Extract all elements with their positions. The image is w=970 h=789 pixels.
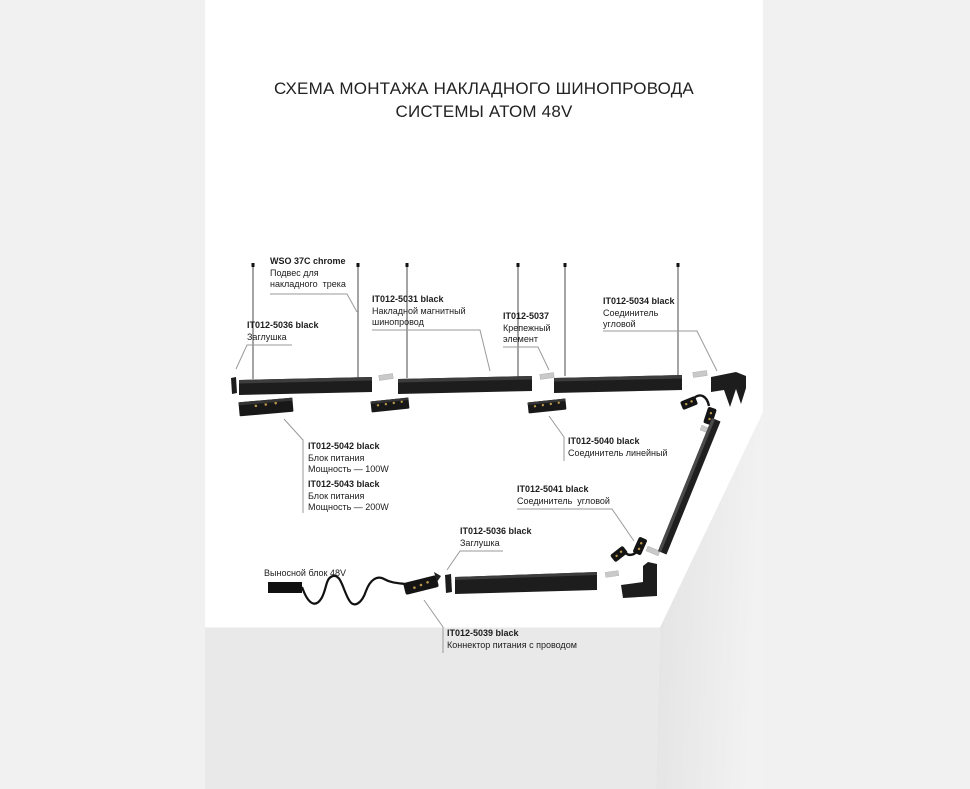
label-suspension-code: WSO 37C chrome [270,256,346,266]
power-connector [403,572,441,595]
label-endcap-bottom-line1: Заглушка [460,537,500,548]
label-psu-100-line2: Мощность — 100W [308,464,389,474]
page-title [205,77,763,123]
label-track-code: IT012-5031 black [372,294,444,304]
label-endcap-bottom [460,526,532,549]
label-power-connector-line1: Коннектор питания с проводом [447,639,577,650]
title-line-2: СИСТЕМЫ АТОМ 48V [395,102,573,121]
label-track-line2: шинопровод [372,317,424,327]
label-corner-wall-code: IT012-5041 black [517,484,589,494]
label-psu-200-line1: Блок питания [308,490,365,501]
ceiling-track-2 [398,376,532,394]
label-mount-code: IT012-5037 [503,311,550,321]
leader-endcap-top [236,345,292,369]
leader-track [372,330,490,371]
label-linear-connector [568,436,668,459]
title-line-1: СХЕМА МОНТАЖА НАКЛАДНОГО ШИНОПРОВОДА [274,79,694,98]
wall-plane [656,412,763,789]
label-corner-ceiling-line1: Соединитель [603,307,659,318]
label-linear-connector-code: IT012-5040 black [568,436,640,446]
label-power-connector [447,628,577,651]
label-endcap-top [247,320,319,343]
label-track-line1: Накладной магнитный [372,305,466,316]
label-mount [503,311,551,346]
label-suspension-line2: накладного трека [270,279,346,289]
label-corner-ceiling-line2: угловой [603,319,636,329]
label-psu-100-code: IT012-5042 black [308,441,380,451]
ceiling-track-1 [231,377,372,395]
end-cap-bottom [445,574,452,593]
power-supply-unit [238,398,293,417]
label-psu-200-line2: Мощность — 200W [308,502,389,512]
label-suspension-line1: Подвес для [270,267,319,278]
ceiling-track-3 [554,375,682,393]
linear-connector-1 [371,398,410,413]
flex-corner-connector-bottom [610,536,648,562]
label-mount-line2: элемент [503,334,538,344]
label-psu-200 [308,479,389,514]
label-psu-100-line1: Блок питания [308,452,365,463]
label-track [372,294,466,329]
label-linear-connector-line1: Соединитель линейный [568,447,668,458]
label-endcap-top-line1: Заглушка [247,331,287,342]
label-mount-line1: Крепежный [503,322,551,333]
power-cable [302,576,405,605]
leader-endcap-bottom [447,551,503,570]
label-suspension [270,256,346,291]
label-endcap-top-code: IT012-5036 black [247,320,319,330]
leader-psu [284,419,303,513]
leader-corner-ceiling [603,331,717,371]
label-endcap-bottom-code: IT012-5036 black [460,526,532,536]
label-remote-block: Выносной блок 48V [264,568,347,578]
corner-track-piece [621,562,657,598]
leader-corner-wall [517,509,634,541]
leader-suspension [270,294,357,312]
surface-track-bottom [445,572,597,594]
label-power-connector-code: IT012-5039 black [447,628,519,638]
label-corner-ceiling [603,296,675,331]
remote-driver-box [268,582,302,593]
label-corner-wall-line1: Соединитель угловой [517,495,610,506]
leader-linear-connector [549,416,564,461]
label-psu-200-code: IT012-5043 black [308,479,380,489]
label-corner-ceiling-code: IT012-5034 black [603,296,675,306]
linear-connector-2 [528,399,567,414]
label-corner-wall [517,484,610,507]
corner-connector-5034 [711,372,746,407]
end-cap-top [231,377,237,394]
floor-plane [205,628,660,789]
label-psu-100 [308,441,389,476]
leader-mount [503,347,549,370]
